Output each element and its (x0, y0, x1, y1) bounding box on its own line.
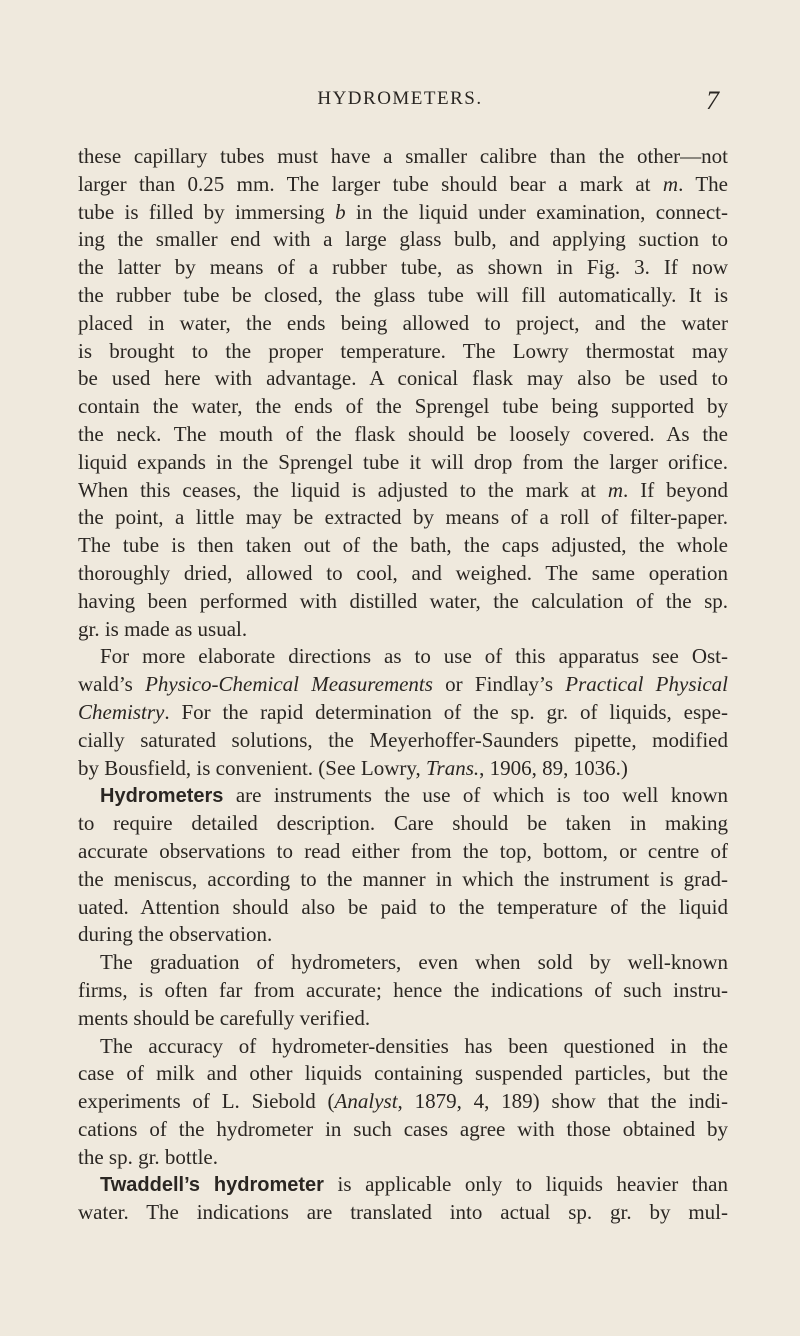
text-line: larger than 0.25 mm. The larger tube should bear a mark at m. The (78, 171, 728, 196)
hydrometers-heading-line: Hydrometers are instruments the use of which is too well known (100, 783, 728, 808)
text-line: firms, is often far from accurate; hence the indications of such instru- (78, 977, 728, 1002)
text-line: the point, a little may be extracted by means of a roll of filter-paper. (78, 505, 728, 530)
text-line: the rubber tube be closed, the glass tube will fill automatically. It is (78, 282, 728, 307)
text-line: uated. Attention should also be paid to the temperature of the liquid (78, 894, 728, 919)
text-line: placed in water, the ends being allowed to project, and the water (78, 310, 728, 335)
text-line: case of milk and other liquids containing suspended particles, but the (78, 1061, 728, 1086)
text-line: contain the water, the ends of the Sprengel tube being supported by (78, 394, 728, 419)
text-line: these capillary tubes must have a smaller calibre than the other—not (78, 144, 728, 168)
text-line: When this ceases, the liquid is adjusted to the mark at m. If beyond (78, 477, 728, 502)
text-line: liquid expands in the Sprengel tube it will drop from the larger orifice. (78, 449, 728, 474)
text-line: the latter by means of a rubber tube, as shown in Fig. 3. If now (78, 255, 728, 280)
running-title: HYDROMETERS. (317, 88, 483, 109)
text-line: ing the smaller end with a large glass bulb, and applying suction to (78, 227, 728, 252)
text-line: having been performed with distilled water, the calculation of the sp. (78, 588, 728, 613)
text-line: For more elaborate directions as to use of this apparatus see Ost- (100, 644, 728, 669)
text-line: Chemistry. For the rapid determination of the sp. gr. of liquids, espe- (78, 699, 728, 724)
text-line: wald’s Physico-Chemical Measurements or Findlay’s Practical Physical (78, 672, 728, 697)
text-line: the meniscus, according to the manner in which the instrument is grad- (78, 866, 728, 891)
text-line: ments should be carefully verified. (78, 1005, 371, 1030)
text-line: The tube is then taken out of the bath, the caps adjusted, the whole (78, 533, 728, 558)
text-line: the sp. gr. bottle. (78, 1144, 218, 1169)
text-line: water. The indications are translated into actual sp. gr. by mul- (78, 1200, 728, 1225)
twaddell-heading-line: Twaddell’s hydrometer is applicable only to liquids heavier than (100, 1172, 728, 1197)
text-line: gr. is made as usual. (78, 616, 248, 641)
text-line: tube is filled by immersing b in the liquid under examination, connect- (78, 199, 728, 224)
text-line: accurate observations to read either from the top, bottom, or centre of (78, 838, 728, 863)
text-line: to require detailed description. Care should be taken in making (78, 811, 728, 836)
page-number: 7 (706, 86, 719, 115)
text-line: is brought to the proper temperature. The Lowry thermostat may (78, 338, 728, 363)
text-line: experiments of L. Siebold (Analyst, 1879, 4, 189) show that the indi- (78, 1089, 728, 1114)
text-line: The accuracy of hydrometer-densities has been questioned in the (100, 1033, 728, 1058)
text-line: The graduation of hydrometers, even when sold by well-known (100, 950, 728, 975)
text-line: thoroughly dried, allowed to cool, and weighed. The same operation (78, 560, 728, 585)
text-line: be used here with advantage. A conical flask may also be used to (78, 366, 728, 391)
text-line: cations of the hydrometer in such cases agree with those obtained by (78, 1116, 728, 1141)
text-line: cially saturated solutions, the Meyerhoffer-Saunders pipette, modified (78, 727, 728, 752)
text-line: by Bousfield, is convenient. (See Lowry, Trans., 1906, 89, 1036.) (78, 755, 628, 780)
text-line: the neck. The mouth of the flask should be loosely covered. As the (78, 421, 728, 446)
text-line: during the observation. (78, 922, 273, 947)
body-text (78, 143, 728, 1227)
